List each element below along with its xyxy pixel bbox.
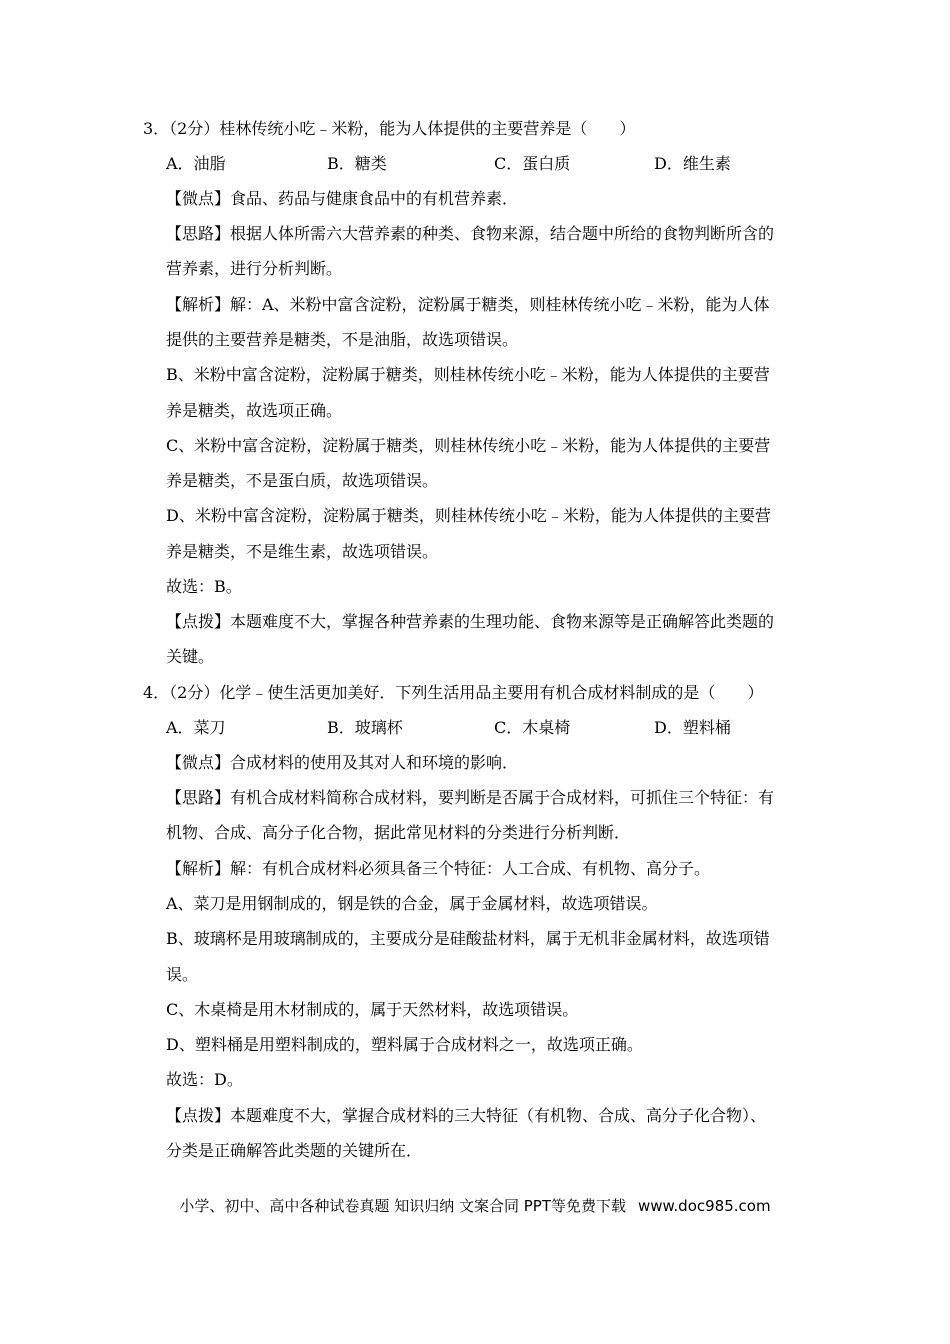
q4-b-line1: B、玻璃杯是用玻璃制成的，主要成分是硅酸盐材料，属于无机非金属材料，故选项错 — [166, 929, 770, 948]
q4-c-line1: C、木桌椅是用木材制成的，属于天然材料，故选项错误。 — [166, 1000, 579, 1019]
q4-jiexi-line1: 【解析】解：有机合成材料必须具备三个特征：人工合成、有机物、高分子。 — [166, 859, 711, 878]
q3-answer: 故选：B。 — [166, 577, 242, 596]
q3-d-line2: 养是糖类，不是维生素，故选项错误。 — [166, 542, 439, 561]
q4-silu-line2: 机物、合成、高分子化合物，据此常见材料的分类进行分析判断． — [166, 823, 631, 842]
page-footer — [0, 1195, 950, 1217]
q4-a-line1: A、菜刀是用钢制成的，钢是铁的合金，属于金属材料，故选项错误。 — [166, 894, 658, 913]
q4-d-line1: D、塑料桶是用塑料制成的，塑料属于合成材料之一，故选项正确。 — [166, 1035, 643, 1054]
q4-b-line2: 误。 — [166, 965, 199, 984]
q3-stem: 3．（2分）桂林传统小吃﹣米粉，能为人体提供的主要营养是（ ） — [143, 119, 636, 138]
q4-answer: 故选：D。 — [166, 1070, 243, 1089]
q3-b-line1: B、米粉中富含淀粉，淀粉属于糖类，则桂林传统小吃﹣米粉，能为人体提供的主要营 — [166, 365, 770, 384]
q3-b-line2: 养是糖类，故选项正确。 — [166, 401, 343, 420]
q4-option-a: A．菜刀 — [166, 718, 226, 737]
q3-jiexi-line2: 提供的主要营养是糖类，不是油脂，故选项错误。 — [166, 330, 519, 349]
q4-option-c: C．木桌椅 — [494, 718, 571, 737]
q3-option-a: A．油脂 — [166, 154, 226, 173]
q4-weidian: 【微点】合成材料的使用及其对人和环境的影响． — [166, 753, 519, 772]
q3-jiexi-line1: 【解析】解：A、米粉中富含淀粉，淀粉属于糖类，则桂林传统小吃﹣米粉，能为人体 — [166, 295, 770, 314]
footer-text: 小学、初中、高中各种试卷真题 知识归纳 文案合同 PPT等免费下载 — [179, 1197, 626, 1215]
q4-silu-line1: 【思路】有机合成材料简称合成材料，要判断是否属于合成材料，可抓住三个特征：有 — [166, 788, 775, 807]
q3-c-line2: 养是糖类，不是蛋白质，故选项错误。 — [166, 471, 439, 490]
q3-dianbo-line1: 【点拨】本题难度不大，掌握各种营养素的生理功能、食物来源等是正确解答此类题的 — [166, 612, 775, 631]
q3-option-c: C．蛋白质 — [494, 154, 571, 173]
q3-weidian: 【微点】食品、药品与健康食品中的有机营养素． — [166, 189, 519, 208]
q4-option-b: B．玻璃杯 — [327, 718, 403, 737]
q3-option-d: D．维生素 — [654, 154, 731, 173]
q3-d-line1: D、米粉中富含淀粉，淀粉属于糖类，则桂林传统小吃﹣米粉，能为人体提供的主要营 — [166, 506, 771, 525]
q3-silu-line1: 【思路】根据人体所需六大营养素的种类、食物来源，结合题中所给的食物判断所含的 — [166, 224, 775, 243]
q3-silu-line2: 营养素，进行分析判断。 — [166, 259, 343, 278]
q4-dianbo-line2: 分类是正确解答此类题的关键所在． — [166, 1141, 423, 1160]
q3-c-line1: C、米粉中富含淀粉，淀粉属于糖类，则桂林传统小吃﹣米粉，能为人体提供的主要营 — [166, 436, 771, 455]
footer-site-link[interactable]: www.doc985.com — [637, 1197, 771, 1215]
q3-dianbo-line2: 关键。 — [166, 647, 215, 666]
q4-option-d: D．塑料桶 — [654, 718, 731, 737]
q4-stem: 4．（2分）化学﹣使生活更加美好．下列生活用品主要用有机合成材料制成的是（ ） — [143, 683, 764, 702]
q3-option-b: B．糖类 — [327, 154, 387, 173]
q4-dianbo-line1: 【点拨】本题难度不大，掌握合成材料的三大特征（有机物、合成、高分子化合物）、 — [166, 1106, 767, 1125]
